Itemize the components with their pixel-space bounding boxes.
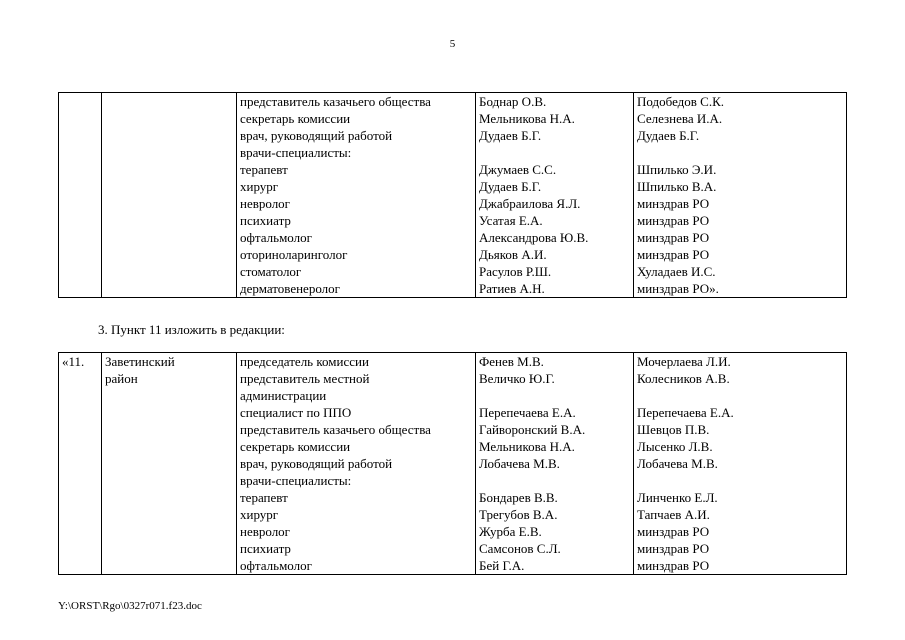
cell-members <box>476 93 634 298</box>
cell-line <box>637 472 843 489</box>
cell-line: врачи-специалисты: <box>240 473 352 488</box>
cell-line: Лобачева М.В. <box>637 456 718 471</box>
cell-line: врач, руководящий работой <box>240 456 393 471</box>
cell-line <box>637 144 843 161</box>
cell-line: Шевцов П.В. <box>637 422 710 437</box>
cell-line: Мельникова Н.А. <box>479 111 575 126</box>
cell-district <box>102 93 237 298</box>
cell-line: Расулов Р.Ш. <box>479 264 552 279</box>
cell-line: Ратиев А.Н. <box>479 281 545 296</box>
cell-line: Шпилько В.А. <box>637 179 717 194</box>
cell-line: председатель комиссии <box>240 354 369 369</box>
cell-line: администрации <box>240 388 327 403</box>
cell-line: Джумаев С.С. <box>479 162 557 177</box>
cell-line: Дудаев Б.Г. <box>479 128 542 143</box>
item-number: «11. <box>62 354 85 369</box>
cell-line: Тапчаев А.И. <box>637 507 710 522</box>
cell-line: минздрав РО <box>637 196 710 211</box>
cell-line: минздрав РО <box>637 247 710 262</box>
cell-line <box>479 144 630 161</box>
cell-line: врачи-специалисты: <box>240 145 352 160</box>
cell-deputies <box>634 353 847 575</box>
table-row <box>59 93 847 298</box>
cell-line: Фенев М.В. <box>479 354 544 369</box>
cell-line: психиатр <box>240 213 291 228</box>
commission-table-item-11 <box>58 352 847 575</box>
amendment-paragraph: 3. Пункт 11 изложить в редакции: <box>98 322 285 337</box>
cell-line: Усатая Е.А. <box>479 213 543 228</box>
cell-line: Шпилько Э.И. <box>637 162 717 177</box>
cell-line: Джабраилова Я.Л. <box>479 196 581 211</box>
cell-line: дерматовенеролог <box>240 281 340 296</box>
cell-line: Бондарев В.В. <box>479 490 558 505</box>
cell-line: представитель казачьего общества <box>240 94 431 109</box>
cell-line: Линченко Е.Л. <box>637 490 718 505</box>
cell-line: терапевт <box>240 162 288 177</box>
cell-line: Дудаев Б.Г. <box>637 128 700 143</box>
cell-roles <box>237 353 476 575</box>
cell-line: Трегубов В.А. <box>479 507 558 522</box>
cell-line: Селезнева И.А. <box>637 111 723 126</box>
cell-line <box>479 387 630 404</box>
cell-roles <box>237 93 476 298</box>
cell-line <box>637 387 843 404</box>
cell-line: Колесников А.В. <box>637 371 730 386</box>
cell-line: минздрав РО <box>637 524 710 539</box>
cell-line: терапевт <box>240 490 288 505</box>
cell-line: Мельникова Н.А. <box>479 439 575 454</box>
cell-line: Лобачева М.В. <box>479 456 560 471</box>
commission-table-continued <box>58 92 847 298</box>
cell-line: офтальмолог <box>240 230 312 245</box>
cell-district <box>102 353 237 575</box>
footer-file-path: Y:\ORST\Rgo\0327r071.f23.doc <box>58 600 202 612</box>
cell-line: район <box>105 371 138 386</box>
cell-line: Бей Г.А. <box>479 558 525 573</box>
cell-number <box>59 353 102 575</box>
cell-line: Подобедов С.К. <box>637 94 725 109</box>
cell-line: минздрав РО <box>637 230 710 245</box>
cell-line: психиатр <box>240 541 291 556</box>
cell-line: секретарь комиссии <box>240 439 351 454</box>
cell-line: минздрав РО <box>637 541 710 556</box>
cell-line: Самсонов С.Л. <box>479 541 561 556</box>
cell-line: врач, руководящий работой <box>240 128 393 143</box>
cell-line: Заветинский <box>105 354 175 369</box>
cell-line: Гайворонский В.А. <box>479 422 586 437</box>
cell-line: Хуладаев И.С. <box>637 264 716 279</box>
cell-line: хирург <box>240 507 279 522</box>
cell-line: минздрав РО». <box>637 281 719 296</box>
cell-line: Мочерлаева Л.И. <box>637 354 731 369</box>
cell-line <box>479 472 630 489</box>
cell-deputies <box>634 93 847 298</box>
cell-line: офтальмолог <box>240 558 312 573</box>
cell-line: Боднар О.В. <box>479 94 547 109</box>
cell-line: специалист по ППО <box>240 405 352 420</box>
cell-members <box>476 353 634 575</box>
cell-line: минздрав РО <box>637 558 710 573</box>
cell-number <box>59 93 102 298</box>
cell-line: Перепечаева Е.А. <box>479 405 576 420</box>
cell-line: представитель местной <box>240 371 370 386</box>
cell-line: представитель казачьего общества <box>240 422 431 437</box>
cell-line: Лысенко Л.В. <box>637 439 713 454</box>
cell-line: Перепечаева Е.А. <box>637 405 734 420</box>
page-number: 5 <box>449 38 456 50</box>
table-row <box>59 353 847 575</box>
cell-line: Журба Е.В. <box>479 524 542 539</box>
cell-line: секретарь комиссии <box>240 111 351 126</box>
cell-line: Александрова Ю.В. <box>479 230 589 245</box>
cell-line: невролог <box>240 196 291 211</box>
cell-line: оториноларинголог <box>240 247 348 262</box>
cell-line: стоматолог <box>240 264 302 279</box>
cell-line: Величко Ю.Г. <box>479 371 555 386</box>
cell-line: Дудаев Б.Г. <box>479 179 542 194</box>
cell-line: невролог <box>240 524 291 539</box>
cell-line: хирург <box>240 179 279 194</box>
cell-line: Дьяков А.И. <box>479 247 547 262</box>
cell-line: минздрав РО <box>637 213 710 228</box>
